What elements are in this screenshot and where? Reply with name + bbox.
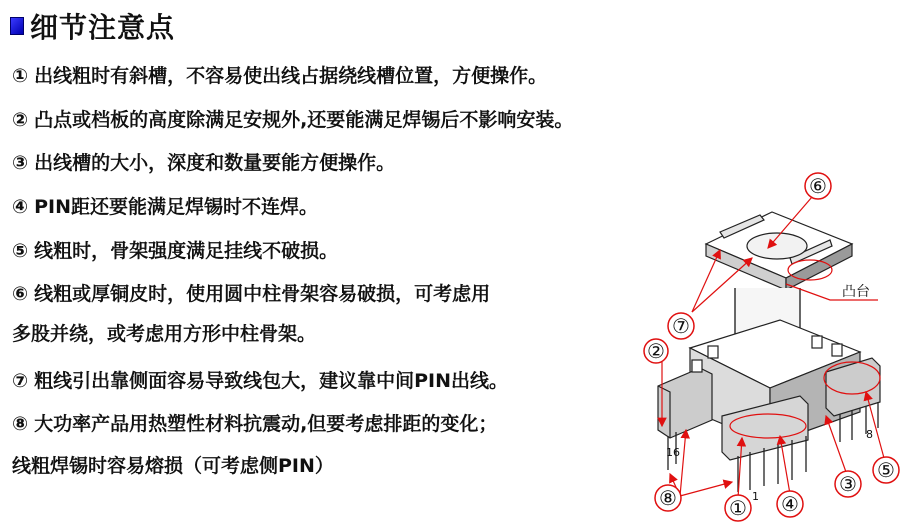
- item-text: 线粗焊锡时容易熔损（可考虑侧PIN）: [12, 455, 334, 477]
- item-text: 线粗或厚铜皮时，使用圆中柱骨架容易破损，可考虑用: [34, 283, 491, 305]
- item-text: 大功率产品用热塑性材料抗震动,但要考虑排距的变化；: [34, 413, 498, 435]
- item-text: 出线粗时有斜槽，不容易使出线占据绕线槽位置，方便操作。: [34, 65, 548, 87]
- item-number: ①: [12, 65, 29, 87]
- item-text: 线粗时，骨架强度满足挂线不破损。: [34, 240, 339, 262]
- callout-4: ④: [781, 492, 799, 516]
- callout-1: ①: [729, 496, 747, 520]
- callout-6: ⑥: [809, 174, 827, 198]
- item-number: ②: [12, 109, 29, 131]
- item-text: 出线槽的大小，深度和数量要能方便操作。: [34, 152, 396, 174]
- page-title: 细节注意点: [30, 11, 176, 44]
- callout-8: ⑧: [659, 486, 677, 510]
- item-number: ⑧: [12, 413, 29, 435]
- pin-label-1: 1: [752, 490, 759, 503]
- boss-label: 凸台: [842, 284, 870, 300]
- callout-5: ⑤: [877, 458, 895, 482]
- callout-2: ②: [647, 339, 665, 363]
- pin-label-8: 8: [866, 428, 873, 441]
- item-number: ④: [12, 196, 29, 218]
- callout-3: ③: [839, 472, 857, 496]
- pin-label-16: 16: [666, 446, 680, 459]
- item-text: 多股并绕，或考虑用方形中柱骨架。: [12, 323, 317, 345]
- item-number: ⑦: [12, 370, 29, 392]
- item-text: PIN距还要能满足焊锡时不连焊。: [34, 196, 318, 218]
- callout-7: ⑦: [672, 314, 690, 338]
- item-number: ③: [12, 152, 29, 174]
- item-text: 凸点或档板的高度除满足安规外,还要能满足焊锡后不影响安装。: [34, 109, 574, 131]
- item-number: ⑤: [12, 240, 29, 262]
- item-text: 粗线引出靠侧面容易导致线包大，建议靠中间PIN出线。: [34, 370, 508, 392]
- bobbin-body: [658, 212, 880, 460]
- item-number: ⑥: [12, 283, 29, 305]
